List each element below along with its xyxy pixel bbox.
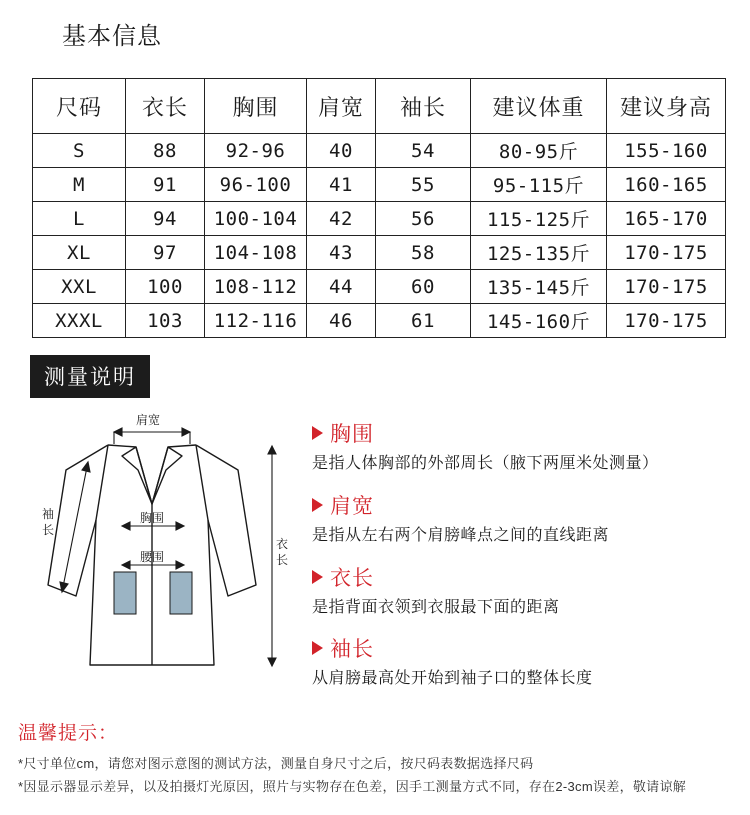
cell-bust: 96-100 <box>205 168 307 202</box>
cell-height: 160-165 <box>607 168 726 202</box>
cell-weight: 95-115斤 <box>471 168 607 202</box>
note-line-1: *尺寸单位cm，请您对图示意图的测试方法，测量自身尺寸之后，按尺码表数据选择尺码 <box>18 756 534 771</box>
label-bust: 胸围 <box>140 511 165 525</box>
label-garment-length-2: 长 <box>276 553 289 567</box>
garment-illustration <box>18 400 308 710</box>
column-header-shoulder: 肩宽 <box>307 79 376 134</box>
column-header-bust: 胸围 <box>205 79 307 134</box>
triangle-bullet-icon <box>312 570 323 584</box>
definition-shoulder <box>312 490 742 547</box>
label-sleeve-length-2: 长 <box>42 523 55 537</box>
measurement-definitions <box>312 418 742 705</box>
label-shoulder-width: 肩宽 <box>136 413 161 427</box>
cell-shoulder: 44 <box>307 270 376 304</box>
cell-bust: 92-96 <box>205 134 307 168</box>
table-row <box>33 202 726 236</box>
table-row <box>33 304 726 338</box>
column-header-length: 衣长 <box>126 79 205 134</box>
label-waist: 腰围 <box>140 550 165 564</box>
cell-shoulder: 46 <box>307 304 376 338</box>
cell-weight: 135-145斤 <box>471 270 607 304</box>
cell-weight: 145-160斤 <box>471 304 607 338</box>
definition-shoulder-desc: 是指从左右两个肩膀峰点之间的直线距离 <box>312 526 610 544</box>
cell-weight: 80-95斤 <box>471 134 607 168</box>
cell-sleeve: 61 <box>376 304 471 338</box>
label-sleeve-length: 袖 <box>42 507 55 521</box>
definition-length-desc: 是指背面衣领到衣服最下面的距离 <box>312 598 560 616</box>
cell-shoulder: 42 <box>307 202 376 236</box>
definition-sleeve-head <box>312 633 742 663</box>
cell-weight: 125-135斤 <box>471 236 607 270</box>
notes-section <box>18 718 732 799</box>
cell-size: XXL <box>33 270 126 304</box>
cell-size: XL <box>33 236 126 270</box>
cell-length: 97 <box>126 236 205 270</box>
definition-bust <box>312 418 742 475</box>
cell-sleeve: 58 <box>376 236 471 270</box>
cell-size: XXXL <box>33 304 126 338</box>
cell-weight: 115-125斤 <box>471 202 607 236</box>
definition-length-head <box>312 562 742 592</box>
cell-sleeve: 55 <box>376 168 471 202</box>
cell-length: 88 <box>126 134 205 168</box>
triangle-bullet-icon <box>312 426 323 440</box>
triangle-bullet-icon <box>312 641 323 655</box>
cell-bust: 100-104 <box>205 202 307 236</box>
cell-height: 170-175 <box>607 236 726 270</box>
cell-bust: 104-108 <box>205 236 307 270</box>
definition-bust-term: 胸围 <box>330 423 374 446</box>
cell-height: 170-175 <box>607 304 726 338</box>
cell-bust: 108-112 <box>205 270 307 304</box>
size-table <box>32 78 726 338</box>
definition-shoulder-head <box>312 490 742 520</box>
table-row <box>33 236 726 270</box>
cell-sleeve: 56 <box>376 202 471 236</box>
definition-sleeve-term: 袖长 <box>330 638 374 662</box>
cell-size: L <box>33 202 126 236</box>
table-header-row <box>33 79 726 134</box>
cell-shoulder: 41 <box>307 168 376 202</box>
column-header-height: 建议身高 <box>607 79 726 134</box>
size-table-head <box>33 79 726 134</box>
definition-bust-head <box>312 418 742 448</box>
definition-sleeve <box>312 633 742 690</box>
cell-shoulder: 43 <box>307 236 376 270</box>
cell-length: 91 <box>126 168 205 202</box>
cell-bust: 112-116 <box>205 304 307 338</box>
triangle-bullet-icon <box>312 498 323 512</box>
column-header-size: 尺码 <box>33 79 126 134</box>
definition-length-term: 衣长 <box>330 566 374 590</box>
cell-sleeve: 60 <box>376 270 471 304</box>
page-title: 基本信息 <box>62 23 162 50</box>
definition-shoulder-term: 肩宽 <box>330 494 374 518</box>
table-row <box>33 270 726 304</box>
size-table-container <box>32 78 718 338</box>
definition-bust-desc: 是指人体胸部的外部周长（腋下两厘米处测量） <box>312 455 659 472</box>
column-header-weight: 建议体重 <box>471 79 607 134</box>
cell-length: 100 <box>126 270 205 304</box>
cell-size: M <box>33 168 126 202</box>
cell-height: 155-160 <box>607 134 726 168</box>
label-garment-length: 衣 <box>276 537 289 551</box>
size-table-body <box>33 134 726 338</box>
table-row <box>33 134 726 168</box>
column-header-sleeve: 袖长 <box>376 79 471 134</box>
cell-length: 103 <box>126 304 205 338</box>
note-line-2: *因显示器显示差异，以及拍摄灯光原因，照片与实物存在色差，因手工测量方式不同，存在2-3cm误差，敬请谅解 <box>18 778 687 794</box>
definition-length <box>312 562 742 619</box>
table-row <box>33 168 726 202</box>
cell-shoulder: 40 <box>307 134 376 168</box>
cell-height: 165-170 <box>607 202 726 236</box>
definition-sleeve-desc: 从肩膀最高处开始到袖子口的整体长度 <box>312 670 593 688</box>
cell-sleeve: 54 <box>376 134 471 168</box>
cell-height: 170-175 <box>607 270 726 304</box>
section-tag-measurement: 测量说明 <box>30 355 150 398</box>
cell-size: S <box>33 134 126 168</box>
cell-length: 94 <box>126 202 205 236</box>
notes-title: 温馨提示： <box>18 723 119 744</box>
